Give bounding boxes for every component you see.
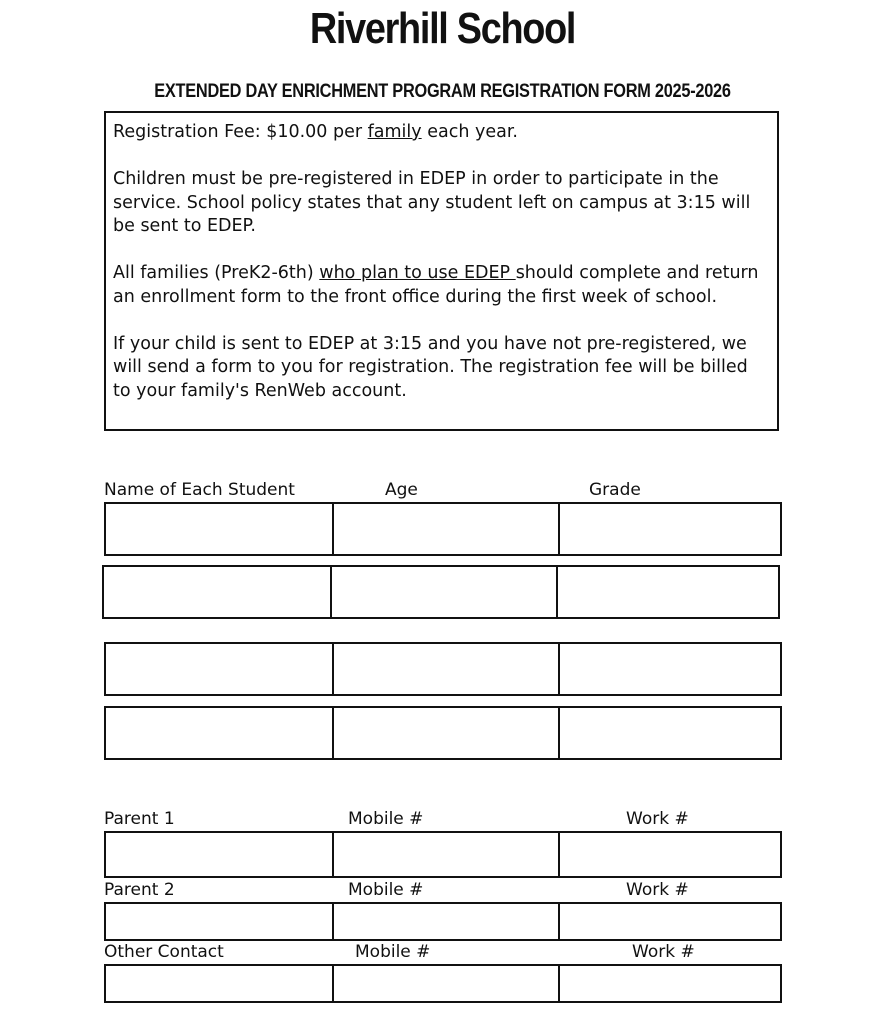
student-3-grade-field[interactable]	[558, 644, 780, 694]
student-2-name-field[interactable]	[104, 567, 330, 617]
other-contact-mobile-field[interactable]	[332, 966, 558, 1001]
fee-text-prefix: Registration Fee: $10.00 per	[113, 122, 368, 142]
student-row-1	[104, 502, 782, 556]
student-row-4	[104, 706, 782, 760]
student-name-label: Name of Each Student	[104, 480, 295, 500]
student-4-name-field[interactable]	[106, 708, 332, 758]
parent2-mobile-field[interactable]	[332, 904, 558, 939]
parent1-work-field[interactable]	[558, 833, 780, 876]
student-1-name-field[interactable]	[106, 504, 332, 554]
parent2-label: Parent 2	[104, 880, 175, 900]
student-1-age-field[interactable]	[332, 504, 558, 554]
billing-paragraph: If your child is sent to EDEP at 3:15 and you have not pre-registered, we will send a form to you for registration. The registration fee will be billed to your family's RenWeb account.	[113, 333, 748, 401]
school-title: Riverhill School	[309, 4, 576, 53]
parent1-label: Parent 1	[104, 809, 175, 829]
fee-text-underlined: family	[367, 122, 422, 142]
families-text-underlined: who plan to use EDEP	[319, 263, 516, 283]
parent1-mobile-label: Mobile #	[348, 809, 424, 829]
registration-info-box	[104, 111, 779, 431]
parent2-name-field[interactable]	[106, 904, 332, 939]
student-age-label: Age	[385, 480, 418, 500]
other-contact-label: Other Contact	[104, 942, 224, 962]
other-contact-work-field[interactable]	[558, 966, 780, 1001]
parent2-row	[104, 902, 782, 941]
other-contact-name-field[interactable]	[106, 966, 332, 1001]
other-contact-work-label: Work #	[632, 942, 695, 962]
fee-paragraph	[113, 121, 767, 145]
student-row-2	[102, 565, 780, 619]
parent2-work-label: Work #	[626, 880, 689, 900]
student-row-3	[104, 642, 782, 696]
other-contact-mobile-label: Mobile #	[355, 942, 431, 962]
fee-text-suffix: each year.	[421, 122, 518, 142]
parent2-work-field[interactable]	[558, 904, 780, 939]
parent2-mobile-label: Mobile #	[348, 880, 424, 900]
student-4-age-field[interactable]	[332, 708, 558, 758]
parent1-row	[104, 831, 782, 878]
other-contact-row	[104, 964, 782, 1003]
parent1-mobile-field[interactable]	[332, 833, 558, 876]
families-text-suffix: should complete and return an enrollment form to the front office during the first week of school.	[113, 263, 759, 307]
student-3-age-field[interactable]	[332, 644, 558, 694]
parent1-work-label: Work #	[626, 809, 689, 829]
parent1-name-field[interactable]	[106, 833, 332, 876]
student-1-grade-field[interactable]	[558, 504, 780, 554]
student-3-name-field[interactable]	[106, 644, 332, 694]
preregistration-paragraph: Children must be pre-registered in EDEP in order to participate in the service. School policy states that any student left on campus at 3:15 will be sent to EDEP.	[113, 169, 751, 236]
student-grade-label: Grade	[589, 480, 641, 500]
form-title: EXTENDED DAY ENRICHMENT PROGRAM REGISTRATION FORM 2025-2026	[154, 81, 731, 102]
families-paragraph	[113, 262, 767, 309]
student-2-age-field[interactable]	[330, 567, 556, 617]
families-text-prefix: All families (PreK2-6th)	[113, 263, 320, 283]
student-4-grade-field[interactable]	[558, 708, 780, 758]
student-2-grade-field[interactable]	[556, 567, 778, 617]
